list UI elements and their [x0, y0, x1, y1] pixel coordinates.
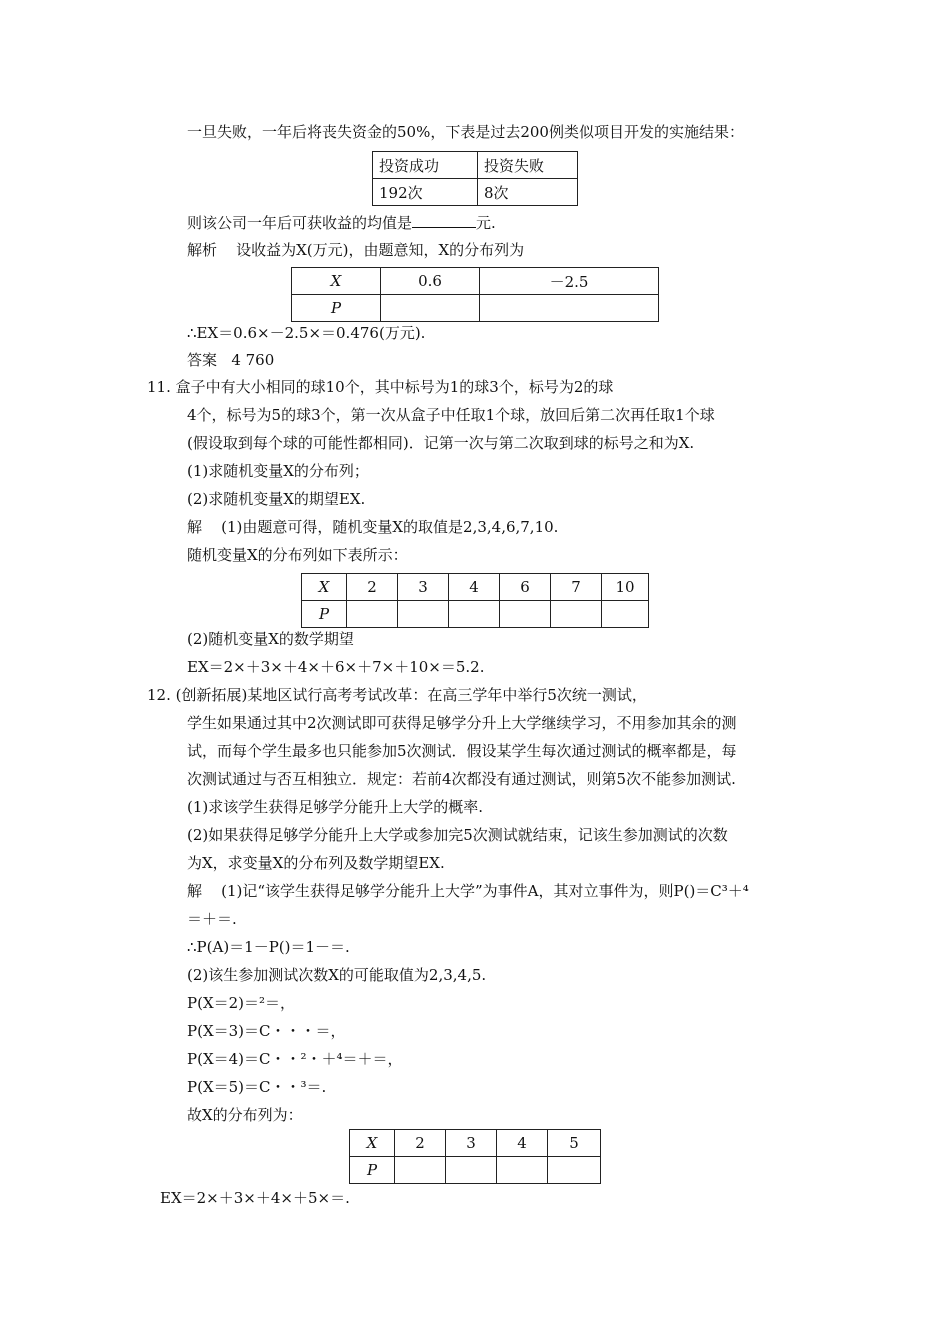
q10-question — [187, 213, 496, 233]
table-empty-cell — [480, 295, 659, 322]
table-x-label: X — [302, 574, 347, 601]
table-empty-cell — [548, 1157, 601, 1184]
q11-line1: 盒子中有大小相同的球10个，其中标号为1的球3个，标号为2的球 — [175, 378, 614, 396]
table-p-label: P — [292, 295, 381, 322]
q12-dist-label: 故X的分布列为： — [187, 1106, 303, 1124]
intro-line: 一旦失败，一年后将丧失资金的50%，下表是过去200例类似项目开发的实施结果： — [187, 123, 744, 141]
q10-solution — [187, 240, 524, 260]
q12-expectation: EX＝2×＋3×＋4×＋5×＝. — [160, 1189, 350, 1207]
table-empty-cell — [446, 1157, 497, 1184]
q10-expectation: ∴EX＝0.6×－2.5×＝0.476(万元). — [187, 324, 426, 342]
table-empty-cell — [381, 295, 480, 322]
q12-solution1b: ＝＋＝. — [187, 910, 237, 928]
table-p-label: P — [350, 1157, 395, 1184]
solution-text: (1)由题意可得，随机变量X的取值是2,3,4,6,7,10. — [221, 518, 559, 536]
table-value-cell: 2 — [395, 1130, 446, 1157]
q11-distribution-table — [301, 573, 649, 628]
table-empty-cell — [449, 601, 500, 628]
table-value-cell: 2 — [347, 574, 398, 601]
table-cell-success-count: 192次 — [373, 179, 478, 206]
income-distribution-table — [291, 267, 659, 322]
q12-line1: (创新拓展)某地区试行高考考试改革：在高三学年中举行5次统一测试， — [175, 686, 647, 704]
q10-answer — [187, 350, 274, 370]
table-value-cell: 6 — [500, 574, 551, 601]
solution-label: 解 — [187, 882, 203, 900]
q11-line3: (假设取到每个球的可能性都相同)．记第一次与第二次取到球的标号之和为X. — [187, 434, 695, 452]
problem-number: 12. — [147, 686, 171, 704]
q12-part2a: (2)如果获得足够学分能升上大学或参加完5次测试就结束，记该生参加测试的次数 — [187, 826, 728, 844]
answer-blank — [412, 213, 476, 228]
q12-distribution-table — [349, 1129, 601, 1184]
q11-line2: 4个，标号为5的球3个，第一次从盒子中任取1个球，放回后第二次再任取1个球 — [187, 406, 715, 424]
q11-solution3: (2)随机变量X的数学期望 — [187, 630, 354, 648]
q12-solution3: (2)该生参加测试次数X的可能取值为2,3,4,5. — [187, 966, 487, 984]
table-empty-cell — [602, 601, 649, 628]
table-empty-cell — [398, 601, 449, 628]
table-empty-cell — [500, 601, 551, 628]
q11-part2: (2)求随机变量X的期望EX. — [187, 490, 366, 508]
table-empty-cell — [497, 1157, 548, 1184]
q12-solution1 — [187, 881, 749, 901]
table-empty-cell — [395, 1157, 446, 1184]
answer-value: 4 760 — [231, 351, 275, 369]
table-value-cell: 3 — [446, 1130, 497, 1157]
table-value-cell: 0.6 — [381, 268, 480, 295]
table-header-failure: 投资失败 — [478, 152, 578, 179]
q12-part2b: 为X，求变量X的分布列及数学期望EX. — [187, 854, 445, 872]
q11-solution4: EX＝2×＋3×＋4×＋6×＋7×＋10×＝5.2. — [187, 658, 485, 676]
table-value-cell: 4 — [497, 1130, 548, 1157]
solution-label: 解 — [187, 518, 203, 536]
q11-solution2: 随机变量X的分布列如下表所示： — [187, 546, 408, 564]
q12-p2: P(X＝2)＝²＝， — [187, 994, 296, 1012]
table-empty-cell — [347, 601, 398, 628]
q11-header — [147, 377, 613, 397]
problem-number: 11. — [147, 378, 171, 396]
solution-text: 设收益为X(万元)，由题意知，X的分布列为 — [236, 241, 525, 259]
table-empty-cell — [551, 601, 602, 628]
q12-line3: 试，而每个学生最多也只能参加5次测试．假设某学生每次通过测试的概率都是，每 — [187, 742, 737, 760]
q10-unit: 元. — [476, 214, 496, 232]
table-value-cell: 7 — [551, 574, 602, 601]
q12-solution2: ∴P(A)＝1－P()＝1－＝. — [187, 938, 350, 956]
table-value-cell: 10 — [602, 574, 649, 601]
table-x-label: X — [350, 1130, 395, 1157]
table-value-cell: －2.5 — [480, 268, 659, 295]
table-value-cell: 4 — [449, 574, 500, 601]
solution-label: 解析 — [187, 241, 218, 259]
answer-label: 答案 — [187, 351, 218, 369]
q12-line2: 学生如果通过其中2次测试即可获得足够学分升上大学继续学习，不用参加其余的测 — [187, 714, 737, 732]
solution-text: (1)记“该学生获得足够学分能升上大学”为事件A，其对立事件为，则P()＝C³＋⁴ — [221, 882, 749, 900]
q12-part1: (1)求该学生获得足够学分能升上大学的概率. — [187, 798, 484, 816]
table-cell-failure-count: 8次 — [478, 179, 578, 206]
q11-part1: (1)求随机变量X的分布列； — [187, 462, 369, 480]
q12-p5: P(X＝5)＝C・・³＝. — [187, 1078, 327, 1096]
q10-question-text: 则该公司一年后可获收益的均值是 — [187, 214, 413, 232]
table-x-label: X — [292, 268, 381, 295]
q12-header — [147, 685, 647, 705]
table-header-success: 投资成功 — [373, 152, 478, 179]
q12-p4: P(X＝4)＝C・・²・＋⁴＝＋＝， — [187, 1050, 403, 1068]
q12-line4: 次测试通过与否互相独立．规定：若前4次都没有通过测试，则第5次不能参加测试. — [187, 770, 736, 788]
investment-result-table — [372, 151, 578, 206]
table-value-cell: 3 — [398, 574, 449, 601]
q12-p3: P(X＝3)＝C・・・＝， — [187, 1022, 346, 1040]
table-p-label: P — [302, 601, 347, 628]
table-value-cell: 5 — [548, 1130, 601, 1157]
q11-solution1 — [187, 517, 558, 537]
